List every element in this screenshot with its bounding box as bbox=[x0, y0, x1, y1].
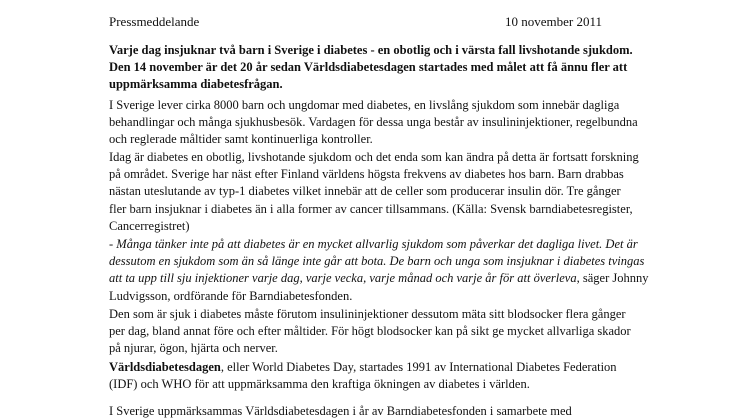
paragraph-line: I Sverige lever cirka 8000 barn och ungdomar med diabetes, en livslång sjukdom som innebär dagliga bbox=[109, 98, 620, 112]
world-diabetes-day-term: Världsdiabetesdagen bbox=[109, 360, 221, 374]
paragraph-line: och reglerade måltider samt kontinuerliga kontroller. bbox=[109, 132, 373, 147]
lead-line: Den 14 november är det 20 år sedan Världsdiabetesdagen startades med målet att få ännu fler att bbox=[109, 60, 628, 75]
paragraph-2 bbox=[109, 149, 689, 235]
lead-paragraph bbox=[109, 42, 689, 94]
paragraph-4 bbox=[109, 359, 689, 393]
quote-paragraph bbox=[109, 236, 689, 305]
paragraph-line: I Sverige uppmärksammas Världsdiabetesdagen i år av Barndiabetesfonden i samarbete med bbox=[109, 404, 572, 418]
paragraph-5 bbox=[109, 403, 689, 420]
paragraph-line: per dag, bland annat före och efter måltider. För högt blodsocker kan på sikt ge mycket allvarliga skador bbox=[109, 324, 631, 339]
quote-line: dessutom en sjukdom som än så länge inte går att bota. De barn och unga som insjuknar i diabetes tvingas bbox=[109, 254, 645, 269]
quote-text: att ta upp till sju injektioner varje dag, varje vecka, varje månad och varje år för att överleva bbox=[109, 271, 577, 286]
paragraph-text: , eller World Diabetes Day, startades 1991 av International Diabetes Federation bbox=[220, 360, 617, 374]
lead-line: Varje dag insjuknar två barn i Sverige i diabetes - en obotlig och i värsta fall livshotande sjukdom. bbox=[109, 43, 633, 57]
quote-line-with-attribution bbox=[109, 270, 689, 287]
paragraph-line: behandlingar och många sjukhusbesök. Vardagen för dessa unga består av insulininjektioner, regelbundna bbox=[109, 115, 638, 130]
lead-line: uppmärksamma diabetesfrågan. bbox=[109, 77, 283, 92]
release-date: 10 november 2011 bbox=[505, 14, 602, 29]
quote-attribution: , säger Johnny bbox=[576, 271, 649, 286]
paragraph-3 bbox=[109, 306, 689, 358]
press-release-label: Pressmeddelande bbox=[109, 14, 200, 29]
paragraph-line: Cancerregistret) bbox=[109, 218, 190, 233]
paragraph-line: Idag är diabetes en obotlig, livshotande sjukdom och det enda som kan ändra på detta är fortsatt forskning bbox=[109, 150, 639, 164]
paragraph-line: på njurar, ögon, hjärta och nerver. bbox=[109, 341, 278, 356]
paragraph-line: Den som är sjuk i diabetes måste förutom insulininjektioner dessutom mäta sitt blodsocker flera gånger bbox=[109, 307, 626, 321]
paragraph-line: nästan uteslutande av typ-1 diabetes vilket innebär att de celler som producerar insulin dör. Tre gånger bbox=[109, 184, 621, 199]
paragraph-line: (IDF) och WHO för att uppmärksamma den kraftiga ökningen av diabetes i världen. bbox=[109, 377, 530, 392]
paragraph-1 bbox=[109, 97, 689, 149]
paragraph-line: på området. Sverige har näst efter Finland världens högsta frekvens av diabetes hos barn. Barn drabbas bbox=[109, 167, 624, 182]
quote-attribution-line: Ludvigsson, ordförande för Barndiabetesfonden. bbox=[109, 288, 353, 303]
paragraph-line bbox=[109, 359, 689, 376]
paragraph-line: fler barn insjuknar i diabetes än i alla former av cancer tillsammans. (Källa: Svensk barndiabetesregister, bbox=[109, 201, 633, 216]
quote-line: - Många tänker inte på att diabetes är en mycket allvarlig sjukdom som påverkar det dagliga livet. Det är bbox=[109, 237, 638, 251]
